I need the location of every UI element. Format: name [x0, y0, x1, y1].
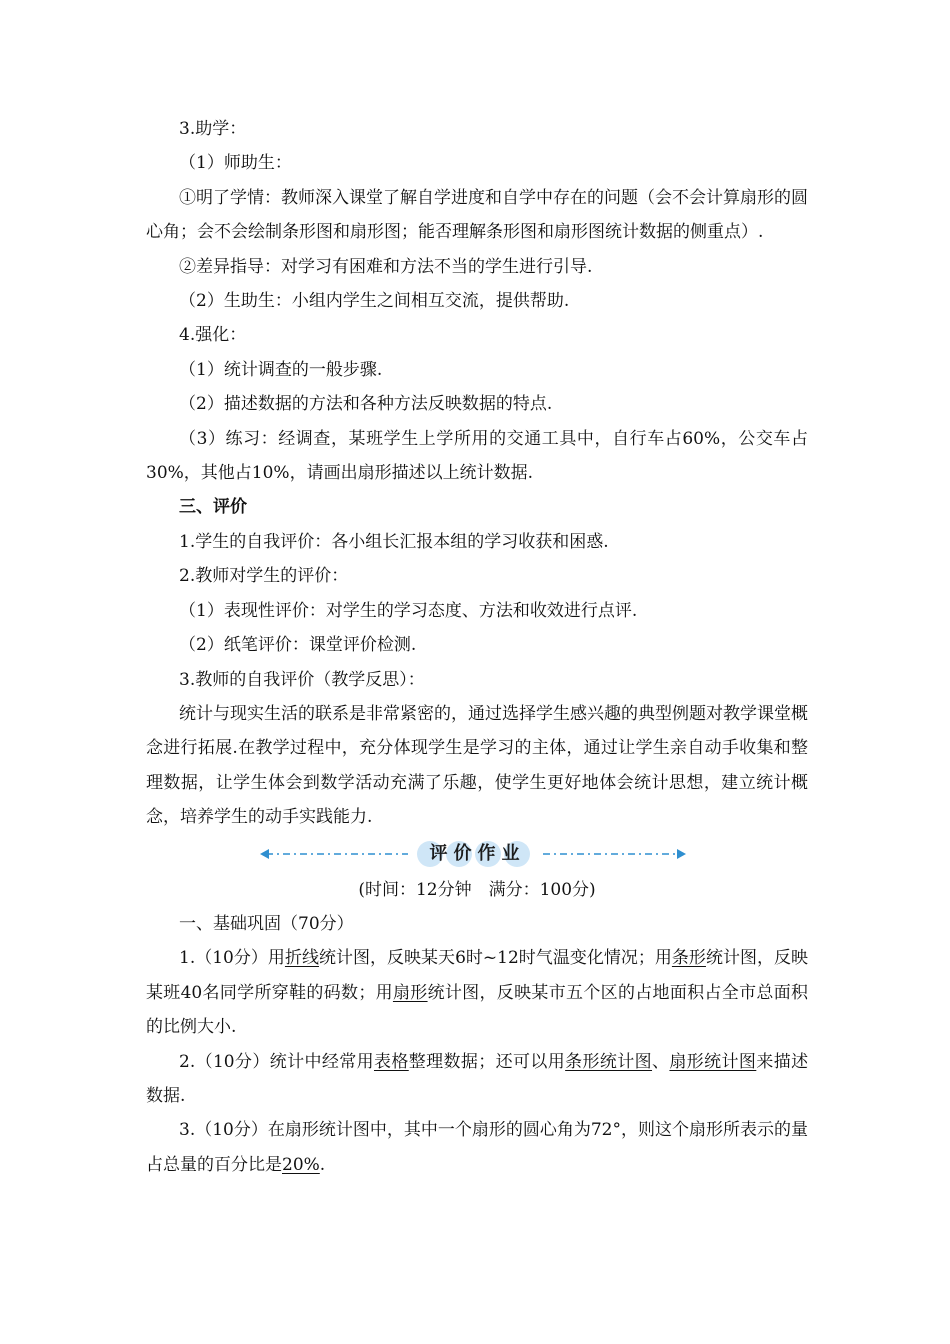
teaching-reflection: 统计与现实生活的联系是非常紧密的，通过选择学生感兴趣的典型例题对教学课堂概念进行拓展.在教学过程中，充分体现学生是学习的主体，通过让学生亲自动手收集和整理数据，让学生体会到数学活动充满了乐趣，使学生更好地体会统计思想，建立统计概念，培养学生的动手实践能力.	[146, 703, 808, 828]
reinforce-item-3: （3）练习：经调查，某班学生上学所用的交通工具中，自行车占60%，公交车占30%，其他占10%，请画出扇形描述以上统计数据.	[146, 428, 808, 484]
assist-item-1: ①明了学情：教师深入课堂了解自学进度和自学中存在的问题（会不会计算扇形的圆心角；会不会绘制条形图和扇形图；能否理解条形图和扇形图统计数据的侧重点）.	[146, 187, 808, 243]
document-body	[146, 112, 808, 1182]
answer-blank: 扇形统计图	[669, 1051, 757, 1072]
basic-consolidation-heading: 一、基础巩固（70分）	[179, 913, 354, 934]
reinforce-heading: 4.强化：	[179, 325, 247, 346]
answer-blank: 条形	[671, 948, 706, 969]
answer-blank: 折线	[284, 948, 319, 969]
homework-banner	[146, 837, 808, 871]
question-1: 1.（10分）用折线统计图，反映某天6时~12时气温变化情况；用条形统计图，反映某班40名同学所穿鞋的码数；用扇形统计图，反映某市五个区的占地面积占全市总面积的比例大小.	[146, 948, 809, 1038]
answer-blank: 表格	[373, 1051, 409, 1072]
reinforce-item-2: （2）描述数据的方法和各种方法反映数据的特点.	[179, 394, 553, 415]
teacher-evaluation: 2.教师对学生的评价：	[179, 566, 349, 587]
students-help: （2）生助生：小组内学生之间相互交流，提供帮助.	[179, 291, 570, 312]
homework-title: 评价作业	[429, 842, 526, 864]
answer-blank: 条形统计图	[565, 1051, 653, 1072]
assist-heading: 3.助学：	[179, 119, 247, 139]
teacher-helps-label: （1）师助生：	[179, 153, 292, 174]
self-evaluation: 1.学生的自我评价：各小组长汇报本组的学习收获和困惑.	[179, 531, 609, 552]
reinforce-item-1: （1）统计调查的一般步骤.	[179, 359, 383, 380]
time-limit: (时间：12分钟 满分：100分)	[358, 879, 596, 900]
assist-item-2: ②差异指导：对学习有困难和方法不当的学生进行引导.	[179, 256, 593, 277]
evaluation-heading: 三、评价	[179, 497, 247, 518]
question-2: 2.（10分）统计中经常用表格整理数据；还可以用条形统计图、扇形统计图来描述数据.	[146, 1051, 809, 1106]
answer-blank: 扇形	[392, 982, 428, 1003]
teacher-self-evaluation: 3.教师的自我评价（教学反思）：	[179, 669, 425, 690]
question-3: 3.（10分）在扇形统计图中，其中一个扇形的圆心角为72°，则这个扇形所表示的量占总量的百分比是20%.	[146, 1120, 808, 1175]
paper-evaluation: （2）纸笔评价：课堂评价检测.	[179, 635, 417, 656]
answer-blank: 20%	[282, 1154, 320, 1175]
performance-evaluation: （1）表现性评价：对学生的学习态度、方法和收效进行点评.	[179, 600, 638, 621]
